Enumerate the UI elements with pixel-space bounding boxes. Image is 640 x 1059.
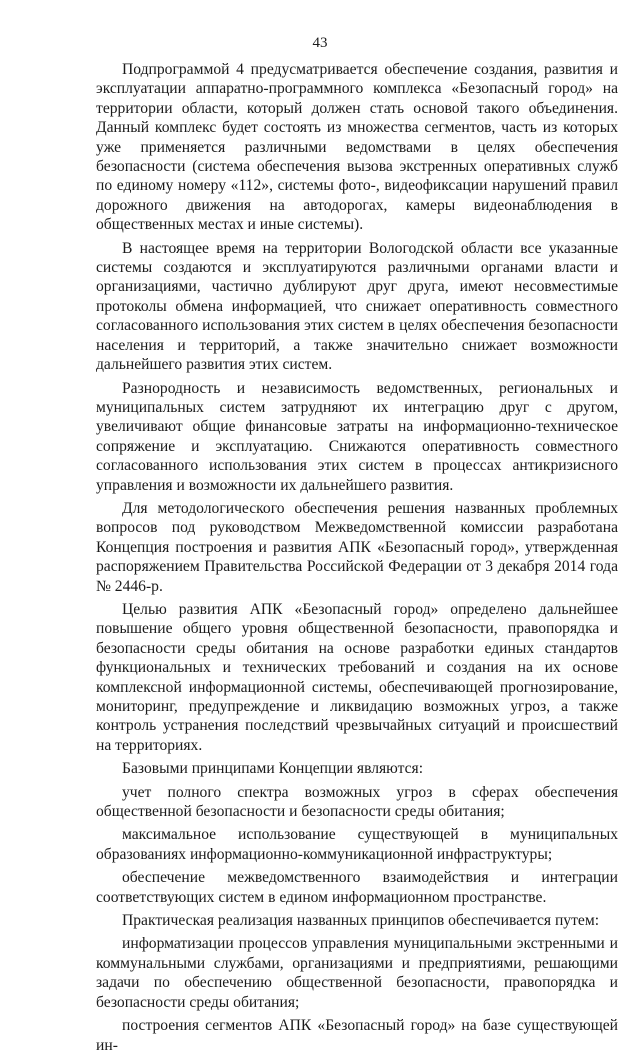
list-item-principle-3: обеспечение межведомственного взаимодействия и интеграции соответствующих систем в едином информационном пространстве.: [96, 869, 618, 906]
paragraph-principles-intro: Базовыми принципами Концепции являются:: [122, 760, 424, 778]
list-item-implementation-1: информатизации процессов управления муниципальными экстренными и коммунальными службами, организациями и предприятиями, решающими задачи по обеспечению общественной безопасности, правопорядка и безопасности среды обитания;: [96, 935, 618, 1011]
list-item-principle-2: максимальное использование существующей в муниципальных образованиях информационно-коммуникационной инфраструктуры;: [96, 826, 618, 863]
paragraph-implementation-intro: Практическая реализация названных принципов обеспечивается путем:: [122, 912, 600, 930]
page-number: 43: [312, 35, 328, 51]
paragraph-heterogeneity: Разнородность и независимость ведомственных, региональных и муниципальных систем затрудняют их интеграцию друг с другом, увеличивают общие финансовые затраты на информационно-техническое сопряжение и эксплуатацию. Снижаются оперативность совместного согласованного использования этих систем в процессах антикризисного управления и возможности их дальнейшего развития.: [96, 379, 618, 494]
paragraph-subprogram-4: Подпрограммой 4 предусматривается обеспечение создания, развития и эксплуатации аппаратно-программного комплекса «Безопасный город» на территории области, который должен стать основой такого объединения. Данный комплекс будет состоять из множества сегментов, часть из которых уже применяется различными ведомствами в целях обеспечения безопасности (система обеспечения вызова экстренных оперативных служб по единому номеру «112», системы фото-, видеофиксации нарушений правил дорожного движения на автодорогах, камеры видеонаблюдения в общественных местах и иные системы).: [96, 61, 618, 234]
list-item-principle-1: учет полного спектра возможных угроз в сферах обеспечения общественной безопасности и безопасности среды обитания;: [96, 783, 618, 821]
paragraph-concept: Для методологического обеспечения решения названных проблемных вопросов под руководством Межведомственной комиссии разработана Концепция построения и развития АПК «Безопасный город», утвержденная распоряжением Правительства Российской Федерации от 3 декабря 2014 года № 2446-р.: [96, 499, 618, 595]
document-body: [96, 60, 618, 1059]
list-item-implementation-2: построения сегментов АПК «Безопасный город» на базе существующей ин-: [96, 1017, 618, 1054]
paragraph-goal: Целью развития АПК «Безопасный город» определено дальнейшее повышение общего уровня общественной безопасности, правопорядка и безопасности среды обитания на основе разработки единых стандартов функциональных и технических требований и создания на их основе комплексной информационной системы, обеспечивающей прогнозирование, мониторинг, предупреждение и ликвидацию возможных угроз, а также контроль устранения последствий чрезвычайных ситуаций и происшествий на территориях.: [96, 600, 618, 754]
paragraph-current-state: В настоящее время на территории Вологодской области все указанные системы создаются и эксплуатируются различными органами власти и организациями, частично дублируют друг друга, имеют несовместимые протоколы обмена информацией, что снижает оперативность совместного согласованного использования этих систем в целях обеспечения безопасности населения и территорий, а также значительно снижает возможности дальнейшего развития этих систем.: [96, 239, 618, 374]
